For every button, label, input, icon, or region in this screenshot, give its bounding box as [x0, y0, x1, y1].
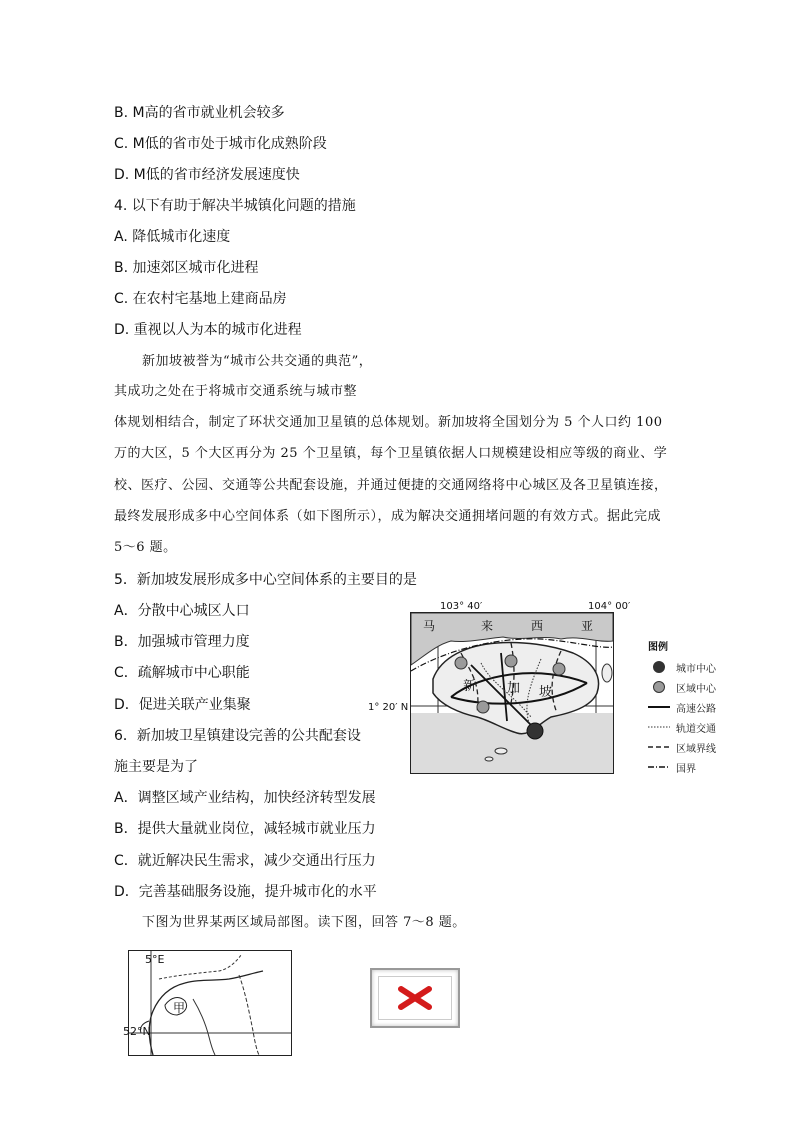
- map-island-char-3: 坡: [539, 685, 553, 700]
- europe-map-lon: 5°E: [145, 953, 165, 966]
- q3-option-c: C. M低的省市处于城市化成熟阶段: [114, 136, 327, 152]
- passage-line-1: 新加坡被誉为“城市公共交通的典范”，: [142, 354, 373, 369]
- national-border-symbol-icon: [648, 764, 670, 770]
- expressway-symbol-icon: [648, 704, 670, 710]
- region-boundary-symbol-icon: [648, 744, 670, 750]
- q6-stem-line-1: 6．新加坡卫星镇建设完善的公共配套设: [114, 728, 361, 744]
- passage-line-6: 最终发展形成多中心空间体系（如下图所示），成为解决交通拥堵问题的有效方式。据此完成: [114, 509, 662, 524]
- map-lon-right: 104° 00′: [588, 601, 631, 612]
- map-lat: 1° 20′ N: [368, 702, 409, 713]
- q4-option-b: B. 加速郊区城市化进程: [114, 260, 259, 276]
- passage-line-4: 万的大区，5 个大区再分为 25 个卫星镇，每个卫星镇依据人口规模建设相应等级的商业、学: [114, 446, 668, 461]
- q4-option-c: C. 在农村宅基地上建商品房: [114, 291, 287, 307]
- legend-region-boundary: 区域界线: [648, 740, 716, 754]
- map-island-char-1: 新: [463, 679, 477, 694]
- passage-line-7: 5～6 题。: [114, 540, 177, 555]
- europe-map-graphic: [129, 951, 291, 1055]
- q4-stem: 4. 以下有助于解决半城镇化问题的措施: [114, 198, 356, 214]
- legend-national-border: 国界: [648, 760, 696, 774]
- passage-line-3: 体规划相结合，制定了环状交通加卫星镇的总体规划。新加坡将全国划分为 5 个人口约 100: [114, 415, 663, 430]
- city-centre-symbol-icon: [648, 661, 670, 673]
- legend-rail: 轨道交通: [648, 720, 716, 734]
- map-country-char-1: 马: [423, 619, 436, 633]
- q6-option-c: C．就近解决民生需求，减少交通出行压力: [114, 853, 376, 869]
- q5-option-b: B．加强城市管理力度: [114, 634, 250, 650]
- passage-line-2: 其成功之处在于将城市交通系统与城市整: [114, 384, 358, 399]
- q5-option-d: D．促进关联产业集聚: [114, 697, 251, 713]
- q6-option-b: B．提供大量就业岗位，减轻城市就业压力: [114, 821, 376, 837]
- europe-map-region-label: 甲: [173, 1001, 186, 1015]
- legend-expressway: 高速公路: [648, 700, 716, 714]
- map-country-char-4: 亚: [581, 619, 594, 633]
- q4-option-d: D. 重视以人为本的城市化进程: [114, 322, 302, 338]
- q3-option-b: B. M高的省市就业机会较多: [114, 105, 285, 121]
- legend-regional-centre: 区域中心: [648, 680, 716, 694]
- q5-option-a: A．分散中心城区人口: [114, 603, 250, 619]
- europe-map: [123, 950, 292, 1056]
- map-lon-left: 103° 40′: [440, 601, 483, 612]
- legend-city-centre: 城市中心: [648, 660, 716, 674]
- broken-image-placeholder: [370, 968, 460, 1028]
- map-island-char-2: 加: [507, 681, 521, 696]
- intro-q7-8: 下图为世界某两区域局部图。读下图，回答 7～8 题。: [142, 915, 466, 930]
- q6-stem-line-2: 施主要是为了: [114, 759, 198, 775]
- map-country-char-3: 西: [531, 619, 544, 633]
- regional-centre-symbol-icon: [648, 681, 670, 693]
- legend-title: 图例: [648, 641, 668, 653]
- passage-line-5: 校、医疗、公园、交通等公共配套设施，并通过便捷的交通网络将中心城区及各卫星镇连接，: [114, 478, 668, 493]
- q5-option-c: C．疏解城市中心职能: [114, 665, 250, 681]
- q6-option-d: D．完善基础服务设施，提升城市化的水平: [114, 884, 377, 900]
- map-country-char-2: 来: [481, 619, 494, 633]
- q3-option-d: D. M低的省市经济发展速度快: [114, 167, 300, 183]
- q4-option-a: A. 降低城市化速度: [114, 229, 231, 245]
- rail-symbol-icon: [648, 724, 670, 730]
- europe-map-lat: 52°N: [123, 1025, 151, 1038]
- q6-option-a: A．调整区域产业结构，加快经济转型发展: [114, 790, 376, 806]
- q5-stem: 5．新加坡发展形成多中心空间体系的主要目的是: [114, 572, 417, 588]
- broken-image-x-icon: [395, 986, 435, 1010]
- singapore-map: [410, 612, 614, 774]
